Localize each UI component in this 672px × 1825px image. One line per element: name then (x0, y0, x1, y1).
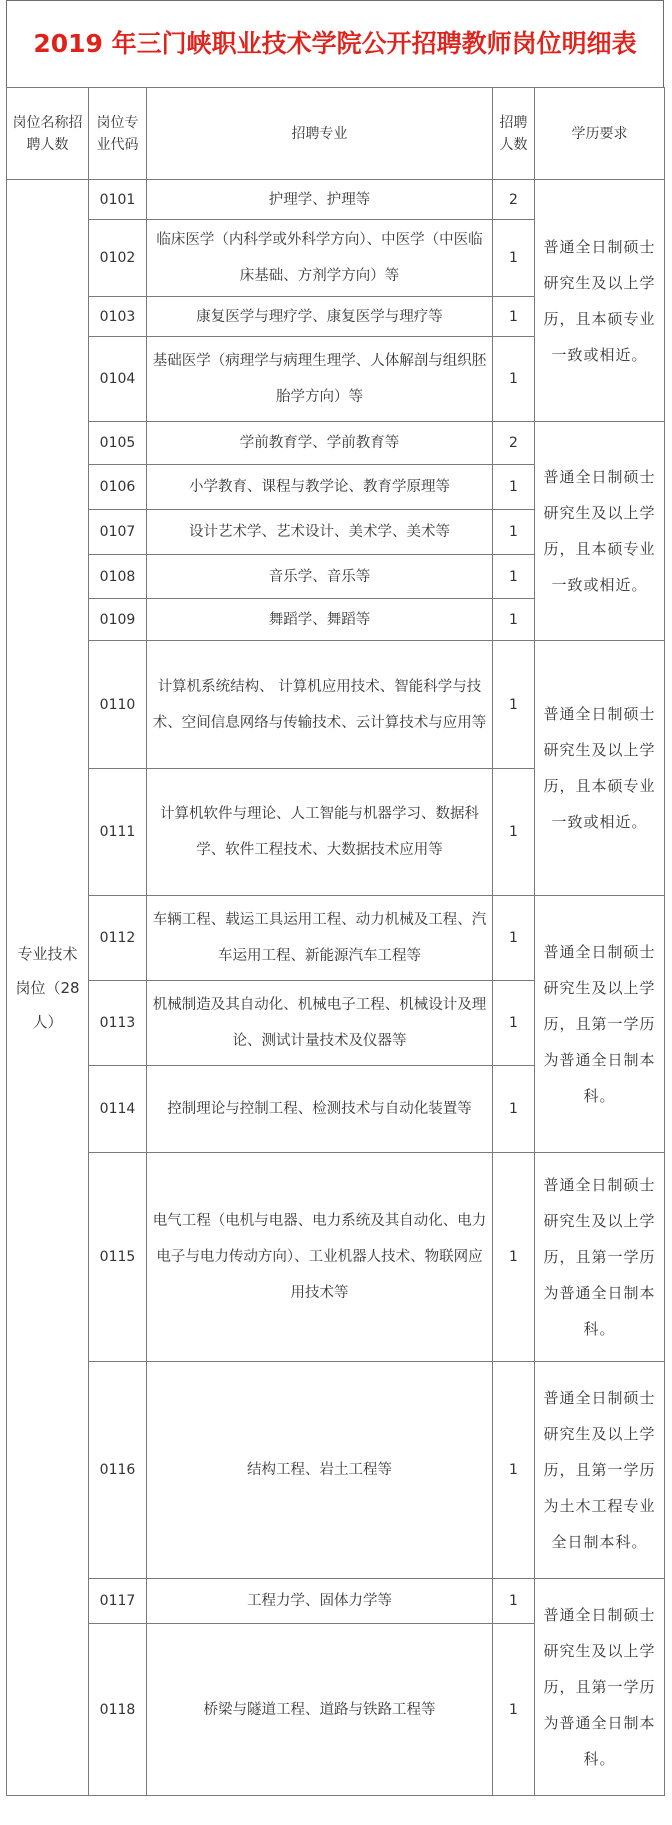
position-major: 临床医学（内科学或外科学方向）、中医学（中医临床基础、方剂学方向）等 (147, 220, 493, 297)
position-count: 1 (493, 220, 535, 297)
position-code: 0110 (89, 641, 147, 769)
position-code: 0108 (89, 555, 147, 599)
position-major: 机械制造及其自动化、机械电子工程、机械设计及理论、测试计量技术及仪器等 (147, 981, 493, 1066)
position-major: 电气工程（电机与电器、电力系统及其自动化、电力电子与电力传动方向）、工业机器人技术、物联网应用技术等 (147, 1153, 493, 1362)
position-category: 专业技术岗位（28 人） (7, 180, 89, 1796)
position-major: 车辆工程、载运工具运用工程、动力机械及工程、汽车运用工程、新能源汽车工程等 (147, 896, 493, 981)
position-code: 0115 (89, 1153, 147, 1362)
education-requirement: 普通全日制硕士研究生及以上学历，且第一学历为普通全日制本科。 (535, 1153, 665, 1362)
position-code: 0113 (89, 981, 147, 1066)
position-code: 0109 (89, 599, 147, 641)
position-major: 计算机系统结构、 计算机应用技术、智能科学与技术、空间信息网络与传输技术、云计算技术与应用等 (147, 641, 493, 769)
education-requirement: 普通全日制硕士研究生及以上学历，且本硕专业一致或相近。 (535, 422, 665, 641)
table-row (7, 641, 665, 769)
education-requirement: 普通全日制硕士研究生及以上学历，且本硕专业一致或相近。 (535, 180, 665, 422)
education-requirement: 普通全日制硕士研究生及以上学历，且第一学历为土木工程专业全日制本科。 (535, 1362, 665, 1579)
position-major: 学前教育学、学前教育等 (147, 422, 493, 465)
position-major: 工程力学、固体力学等 (147, 1579, 493, 1624)
position-code: 0103 (89, 297, 147, 337)
position-code: 0106 (89, 465, 147, 510)
position-count: 1 (493, 555, 535, 599)
position-code: 0114 (89, 1066, 147, 1153)
header-major: 招聘专业 (147, 88, 493, 180)
position-major: 舞蹈学、舞蹈等 (147, 599, 493, 641)
position-code: 0105 (89, 422, 147, 465)
table-row (7, 422, 665, 465)
education-requirement: 普通全日制硕士研究生及以上学历，且第一学历为普通全日制本科。 (535, 1579, 665, 1796)
table-row (7, 180, 665, 220)
position-count: 1 (493, 981, 535, 1066)
position-count: 1 (493, 510, 535, 555)
position-code: 0104 (89, 337, 147, 422)
position-code: 0118 (89, 1624, 147, 1796)
position-major: 桥梁与隧道工程、道路与铁路工程等 (147, 1624, 493, 1796)
position-major: 基础医学（病理学与病理生理学、人体解剖与组织胚胎学方向）等 (147, 337, 493, 422)
position-code: 0112 (89, 896, 147, 981)
header-count: 招聘人数 (493, 88, 535, 180)
position-count: 1 (493, 1066, 535, 1153)
position-count: 1 (493, 896, 535, 981)
positions-table (6, 87, 665, 1796)
position-major: 康复医学与理疗学、康复医学与理疗等 (147, 297, 493, 337)
position-count: 1 (493, 297, 535, 337)
education-requirement: 普通全日制硕士研究生及以上学历，且第一学历为普通全日制本科。 (535, 896, 665, 1153)
page-title: 2019 年三门峡职业技术学院公开招聘教师岗位明细表 (6, 0, 664, 88)
position-code: 0107 (89, 510, 147, 555)
position-count: 2 (493, 422, 535, 465)
header-position-name: 岗位名称招聘人数 (7, 88, 89, 180)
position-major: 小学教育、课程与教学论、教育学原理等 (147, 465, 493, 510)
position-code: 0101 (89, 180, 147, 220)
position-major: 控制理论与控制工程、检测技术与自动化装置等 (147, 1066, 493, 1153)
position-count: 1 (493, 1362, 535, 1579)
table-row (7, 896, 665, 981)
table-row (7, 1579, 665, 1624)
position-count: 1 (493, 641, 535, 769)
position-count: 1 (493, 1153, 535, 1362)
position-major: 结构工程、岩土工程等 (147, 1362, 493, 1579)
education-requirement: 普通全日制硕士研究生及以上学历，且本硕专业一致或相近。 (535, 641, 665, 896)
position-count: 1 (493, 1579, 535, 1624)
position-count: 2 (493, 180, 535, 220)
position-code: 0102 (89, 220, 147, 297)
position-major: 设计艺术学、艺术设计、美术学、美术等 (147, 510, 493, 555)
position-count: 1 (493, 769, 535, 896)
header-position-code: 岗位专业代码 (89, 88, 147, 180)
position-count: 1 (493, 465, 535, 510)
position-code: 0116 (89, 1362, 147, 1579)
table-header-row (7, 88, 665, 180)
position-code: 0111 (89, 769, 147, 896)
position-major: 护理学、护理等 (147, 180, 493, 220)
position-count: 1 (493, 337, 535, 422)
table-row (7, 1153, 665, 1362)
position-code: 0117 (89, 1579, 147, 1624)
position-count: 1 (493, 1624, 535, 1796)
position-count: 1 (493, 599, 535, 641)
header-education: 学历要求 (535, 88, 665, 180)
position-major: 计算机软件与理论、人工智能与机器学习、数据科学、软件工程技术、大数据技术应用等 (147, 769, 493, 896)
position-major: 音乐学、音乐等 (147, 555, 493, 599)
table-row (7, 1362, 665, 1579)
